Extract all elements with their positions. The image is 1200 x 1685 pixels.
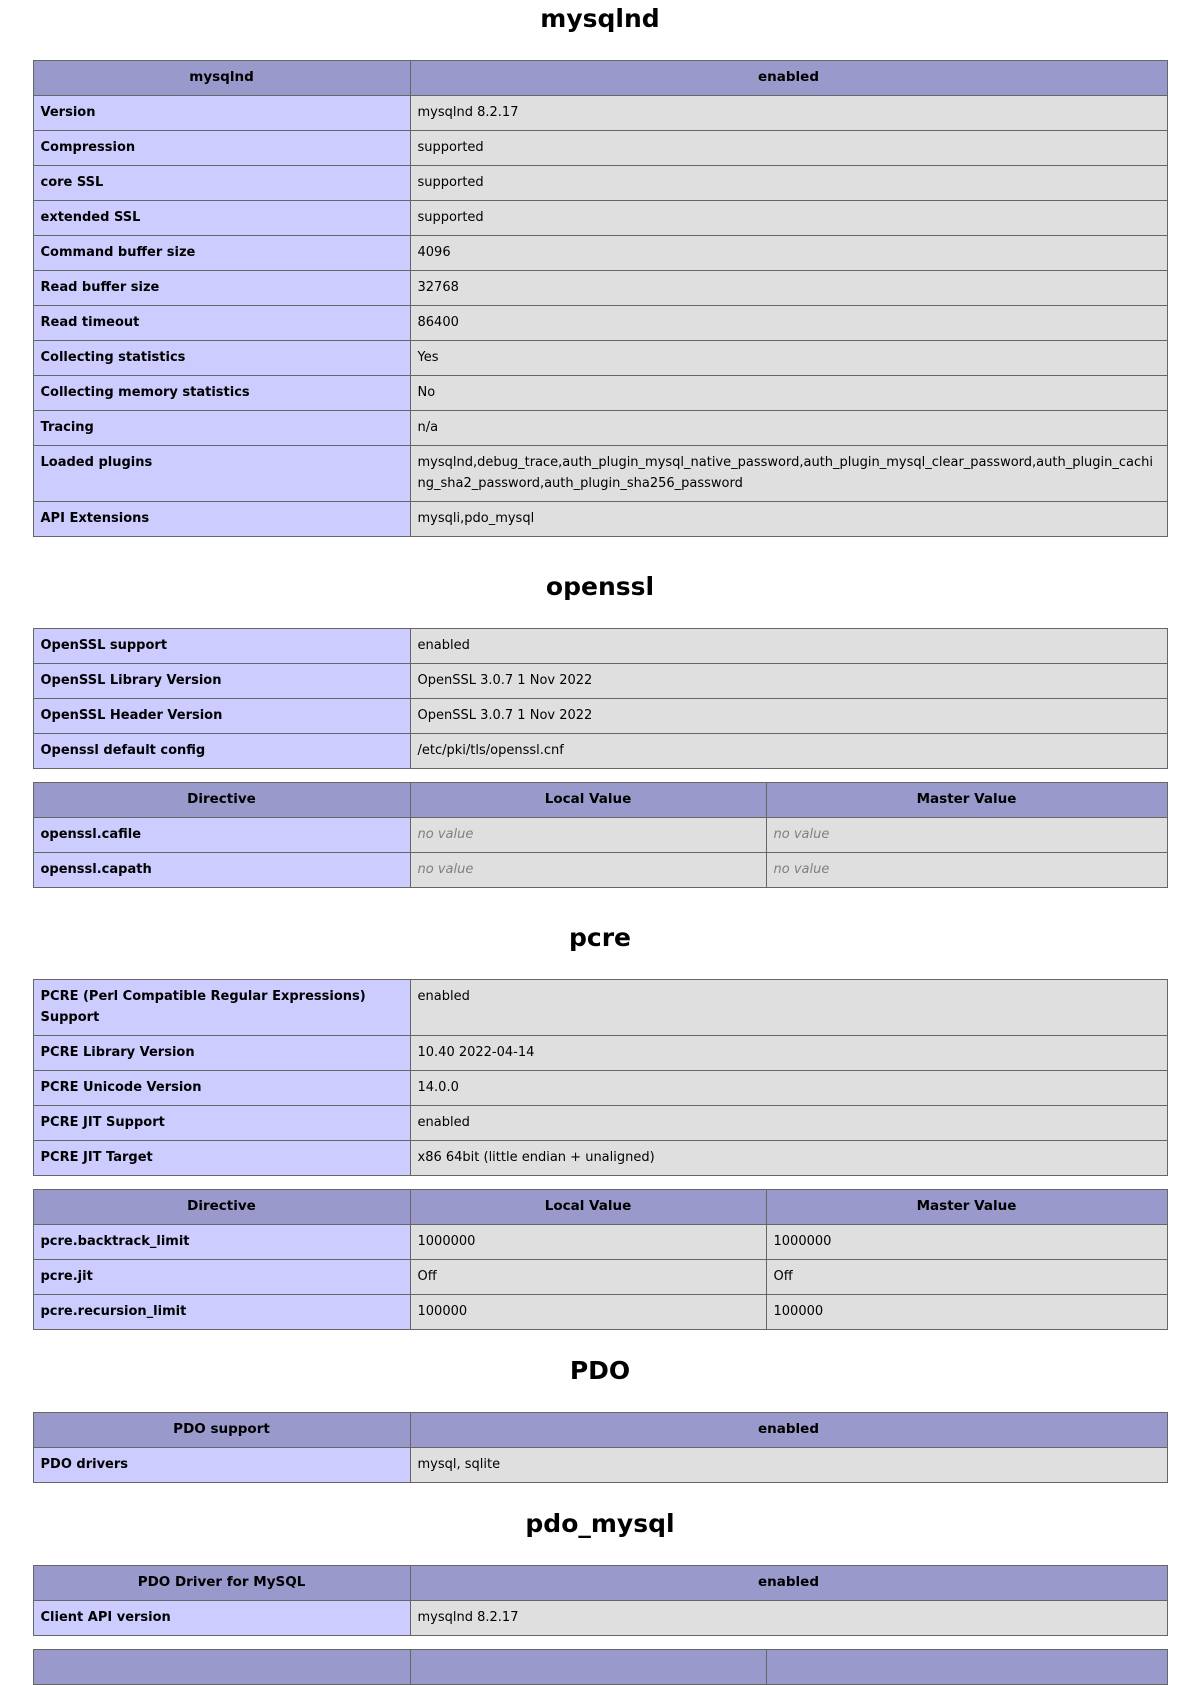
section-title-block-openssl <box>0 568 1200 606</box>
row-key: OpenSSL Header Version <box>33 699 410 734</box>
table-row <box>33 502 1167 537</box>
row-key: Compression <box>33 131 410 166</box>
row-local-value: 100000 <box>410 1295 766 1330</box>
row-value: 32768 <box>410 271 1167 306</box>
row-key: PCRE JIT Support <box>33 1106 410 1141</box>
no-value-text: no value <box>773 827 830 842</box>
table-row <box>33 1260 1167 1295</box>
table-row <box>33 1601 1167 1636</box>
row-value: enabled <box>410 629 1167 664</box>
table-header-row <box>33 1650 1167 1685</box>
spacer <box>0 1176 1200 1189</box>
row-value: Yes <box>410 341 1167 376</box>
column-header-pdo-driver-mysql: PDO Driver for MySQL <box>33 1566 410 1601</box>
table-row <box>33 980 1167 1036</box>
section-title-block-mysqlnd <box>0 0 1200 38</box>
table-row <box>33 1071 1167 1106</box>
row-master-value: Off <box>766 1260 1167 1295</box>
row-key: Read buffer size <box>33 271 410 306</box>
spacer <box>0 888 1200 919</box>
section-title-block-pdo-mysql <box>0 1505 1200 1543</box>
row-key: PDO drivers <box>33 1448 410 1483</box>
row-value: 10.40 2022-04-14 <box>410 1036 1167 1071</box>
row-value: supported <box>410 166 1167 201</box>
page-title-pcre: pcre <box>569 923 631 952</box>
table-row <box>33 734 1167 769</box>
row-key: Client API version <box>33 1601 410 1636</box>
column-header-master-value <box>766 1650 1167 1685</box>
section-title-block-pdo <box>0 1352 1200 1390</box>
row-master-value <box>766 818 1167 853</box>
row-value: /etc/pki/tls/openssl.cnf <box>410 734 1167 769</box>
row-key: pcre.backtrack_limit <box>33 1225 410 1260</box>
row-value: supported <box>410 201 1167 236</box>
table-row <box>33 166 1167 201</box>
column-header-directive <box>33 1650 410 1685</box>
table-header-row <box>33 1413 1167 1448</box>
row-key: PCRE Unicode Version <box>33 1071 410 1106</box>
row-value: mysqlnd,debug_trace,auth_plugin_mysql_native_password,auth_plugin_mysql_clear_password,auth_plugin_caching_sha2_password,auth_plugin_sha256_password <box>410 446 1167 502</box>
table-pdo-mysql-directives-partial <box>33 1649 1168 1685</box>
section-title-block-pcre <box>0 919 1200 957</box>
table-row <box>33 664 1167 699</box>
row-value: mysqlnd 8.2.17 <box>410 96 1167 131</box>
row-value: No <box>410 376 1167 411</box>
row-key: PCRE (Perl Compatible Regular Expressions) Support <box>33 980 410 1036</box>
row-master-value: 100000 <box>766 1295 1167 1330</box>
column-header-directive: Directive <box>33 783 410 818</box>
row-value: x86 64bit (little endian + unaligned) <box>410 1141 1167 1176</box>
row-key: OpenSSL Library Version <box>33 664 410 699</box>
column-header-master-value: Master Value <box>766 1190 1167 1225</box>
spacer <box>0 606 1200 628</box>
table-row <box>33 271 1167 306</box>
table-row <box>33 341 1167 376</box>
spacer <box>0 1390 1200 1412</box>
table-row <box>33 1036 1167 1071</box>
page-title-pdo: PDO <box>569 1356 631 1385</box>
spacer <box>0 957 1200 979</box>
row-value: OpenSSL 3.0.7 1 Nov 2022 <box>410 664 1167 699</box>
row-key: PCRE Library Version <box>33 1036 410 1071</box>
row-value: supported <box>410 131 1167 166</box>
row-key: extended SSL <box>33 201 410 236</box>
row-value: 14.0.0 <box>410 1071 1167 1106</box>
row-value: 86400 <box>410 306 1167 341</box>
column-header-status: enabled <box>410 61 1167 96</box>
table-row <box>33 1141 1167 1176</box>
spacer <box>0 1483 1200 1505</box>
table-row <box>33 96 1167 131</box>
row-key: openssl.capath <box>33 853 410 888</box>
page-title-openssl: openssl <box>545 572 655 601</box>
row-local-value: 1000000 <box>410 1225 766 1260</box>
spacer <box>0 769 1200 782</box>
table-row <box>33 201 1167 236</box>
column-header-status: enabled <box>410 1413 1167 1448</box>
column-header-master-value: Master Value <box>766 783 1167 818</box>
row-value: OpenSSL 3.0.7 1 Nov 2022 <box>410 699 1167 734</box>
table-row <box>33 1295 1167 1330</box>
table-row <box>33 376 1167 411</box>
row-key: openssl.cafile <box>33 818 410 853</box>
table-row <box>33 1448 1167 1483</box>
table-header-row <box>33 783 1167 818</box>
row-value: mysqlnd 8.2.17 <box>410 1601 1167 1636</box>
row-value: mysql, sqlite <box>410 1448 1167 1483</box>
table-row <box>33 629 1167 664</box>
row-value: enabled <box>410 980 1167 1036</box>
row-master-value: 1000000 <box>766 1225 1167 1260</box>
row-local-value <box>410 818 766 853</box>
row-key: Loaded plugins <box>33 446 410 502</box>
spacer <box>0 537 1200 568</box>
spacer <box>0 1636 1200 1649</box>
column-header-local-value: Local Value <box>410 1190 766 1225</box>
row-value: enabled <box>410 1106 1167 1141</box>
row-key: PCRE JIT Target <box>33 1141 410 1176</box>
column-header-directive: Directive <box>33 1190 410 1225</box>
table-header-row <box>33 61 1167 96</box>
no-value-text: no value <box>417 827 474 842</box>
column-header-mysqlnd: mysqlnd <box>33 61 410 96</box>
row-value: n/a <box>410 411 1167 446</box>
row-key: API Extensions <box>33 502 410 537</box>
table-mysqlnd-main <box>33 60 1168 537</box>
column-header-local-value <box>410 1650 766 1685</box>
table-row <box>33 1106 1167 1141</box>
row-local-value: Off <box>410 1260 766 1295</box>
row-local-value <box>410 853 766 888</box>
table-openssl-main <box>33 628 1168 769</box>
table-openssl-directives <box>33 782 1168 888</box>
row-key: Command buffer size <box>33 236 410 271</box>
column-header-pdo-support: PDO support <box>33 1413 410 1448</box>
row-key: Openssl default config <box>33 734 410 769</box>
row-key: Tracing <box>33 411 410 446</box>
table-pdo-main <box>33 1412 1168 1483</box>
row-value: 4096 <box>410 236 1167 271</box>
table-row <box>33 236 1167 271</box>
spacer <box>0 38 1200 60</box>
row-value: mysqli,pdo_mysql <box>410 502 1167 537</box>
table-header-row <box>33 1566 1167 1601</box>
table-row <box>33 306 1167 341</box>
table-pcre-main <box>33 979 1168 1176</box>
no-value-text: no value <box>773 862 830 877</box>
table-row <box>33 818 1167 853</box>
spacer <box>0 1330 1200 1352</box>
page-title-pdo-mysql: pdo_mysql <box>525 1509 675 1538</box>
table-row <box>33 699 1167 734</box>
no-value-text: no value <box>417 862 474 877</box>
table-row <box>33 131 1167 166</box>
column-header-local-value: Local Value <box>410 783 766 818</box>
row-key: Read timeout <box>33 306 410 341</box>
row-key: Collecting statistics <box>33 341 410 376</box>
table-row <box>33 411 1167 446</box>
column-header-status: enabled <box>410 1566 1167 1601</box>
row-key: pcre.jit <box>33 1260 410 1295</box>
page-title-mysqlnd: mysqlnd <box>540 4 660 33</box>
table-row <box>33 446 1167 502</box>
table-row <box>33 1225 1167 1260</box>
table-row <box>33 853 1167 888</box>
row-key: pcre.recursion_limit <box>33 1295 410 1330</box>
spacer <box>0 1543 1200 1565</box>
row-key: core SSL <box>33 166 410 201</box>
table-pdo-mysql-main <box>33 1565 1168 1636</box>
table-pcre-directives <box>33 1189 1168 1330</box>
row-key: Collecting memory statistics <box>33 376 410 411</box>
row-key: OpenSSL support <box>33 629 410 664</box>
table-header-row <box>33 1190 1167 1225</box>
row-master-value <box>766 853 1167 888</box>
row-key: Version <box>33 96 410 131</box>
